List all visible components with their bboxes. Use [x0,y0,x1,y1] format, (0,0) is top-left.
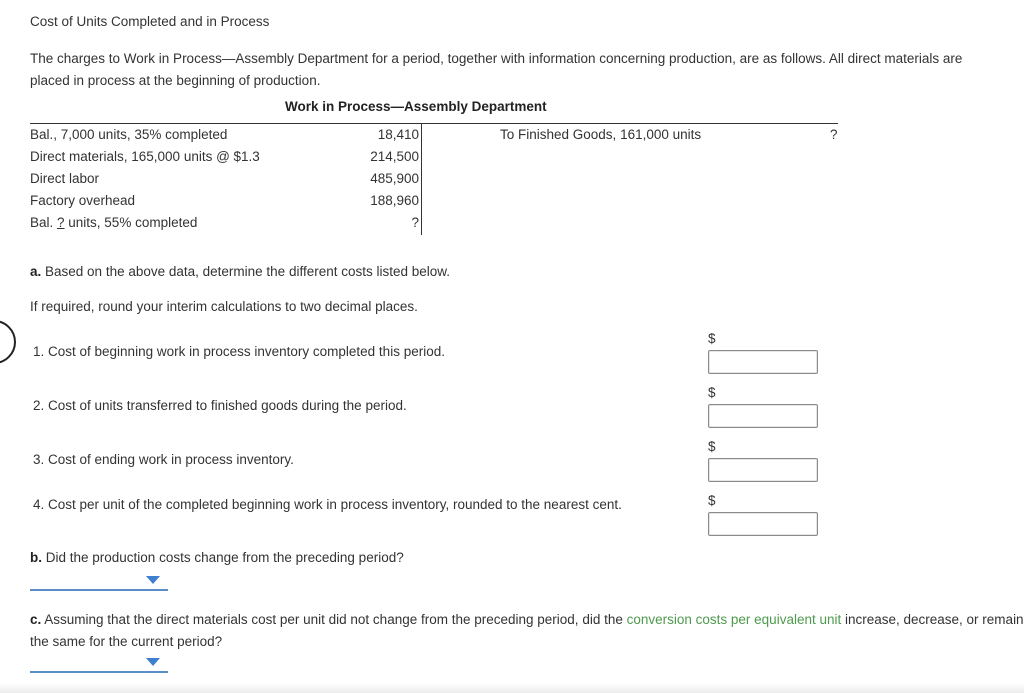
debit-label-factory-overhead: Factory overhead [30,193,136,208]
part-b-prompt [30,550,404,565]
t-account-heading: Work in Process—Assembly Department [285,99,547,114]
question-4-currency: $ [708,493,716,508]
question-1-label: 1. Cost of beginning work in process inventory completed this period. [33,344,445,359]
debit-label-direct-labor: Direct labor [30,171,100,186]
debit-amount-direct-labor: 485,900 [370,171,419,186]
ending-balance-prefix: Bal. [30,215,58,230]
debit-amount-factory-overhead: 188,960 [370,193,419,208]
conversion-costs-glossary-link[interactable]: conversion costs per equivalent unit [626,612,842,627]
question-3-label: 3. Cost of ending work in process inventory. [33,452,294,467]
debit-label-ending-balance [30,215,197,230]
part-a-rounding-note: If required, round your interim calculations to two decimal places. [30,299,418,314]
part-b-dropdown[interactable] [30,573,168,591]
page-title: Cost of Units Completed and in Process [30,14,270,29]
debit-amount-beginning-balance: 18,410 [377,127,419,142]
problem-intro: The charges to Work in Process—Assembly Department for a period, together with information concerning production, are as follows. All direct materials are placed in process at the beginning of production. [30,51,963,88]
ending-balance-suffix: units, 55% completed [64,215,198,230]
part-b-letter: b. [30,550,42,565]
question-3-input[interactable] [708,458,818,482]
ending-balance-unknown: ? [57,215,65,230]
part-a-letter: a. [30,264,42,279]
part-a-prompt [30,264,450,279]
debit-label-direct-materials: Direct materials, 165,000 units @ $1.3 [30,149,260,164]
question-4-label: 4. Cost per unit of the completed beginning work in process inventory, rounded to the nearest cent. [33,497,622,512]
chevron-down-icon [146,658,160,666]
part-c-dropdown[interactable] [30,655,168,673]
part-b-text: Did the production costs change from the preceding period? [42,550,404,565]
bottom-edge-shadow [0,683,1024,693]
debit-amount-ending-balance: ? [411,215,419,230]
t-account-top-line [30,123,838,124]
question-2-currency: $ [708,385,716,400]
debit-label-beginning-balance: Bal., 7,000 units, 35% completed [30,127,228,142]
question-4-input[interactable] [708,512,818,536]
credit-label-finished-goods: To Finished Goods, 161,000 units [500,127,702,142]
question-3-currency: $ [708,439,716,454]
part-c-prompt [30,609,1024,653]
question-2-input[interactable] [708,404,818,428]
part-c-letter: c. [30,612,42,627]
step-indicator-circle [0,320,16,364]
credit-amount-finished-goods: ? [830,127,838,142]
question-2-label: 2. Cost of units transferred to finished goods during the period. [33,398,407,413]
part-a-text: Based on the above data, determine the different costs listed below. [41,264,451,279]
t-account-divider [421,123,422,235]
debit-amount-direct-materials: 214,500 [370,149,419,164]
question-1-input[interactable] [708,350,818,374]
chevron-down-icon [146,576,160,584]
part-c-text-after: increase, decrease, or remain the same for the current period? [30,612,1024,649]
question-1-currency: $ [708,331,716,346]
part-c-text-before: Assuming that the direct materials cost per unit did not change from the preceding period, did the [41,612,627,627]
